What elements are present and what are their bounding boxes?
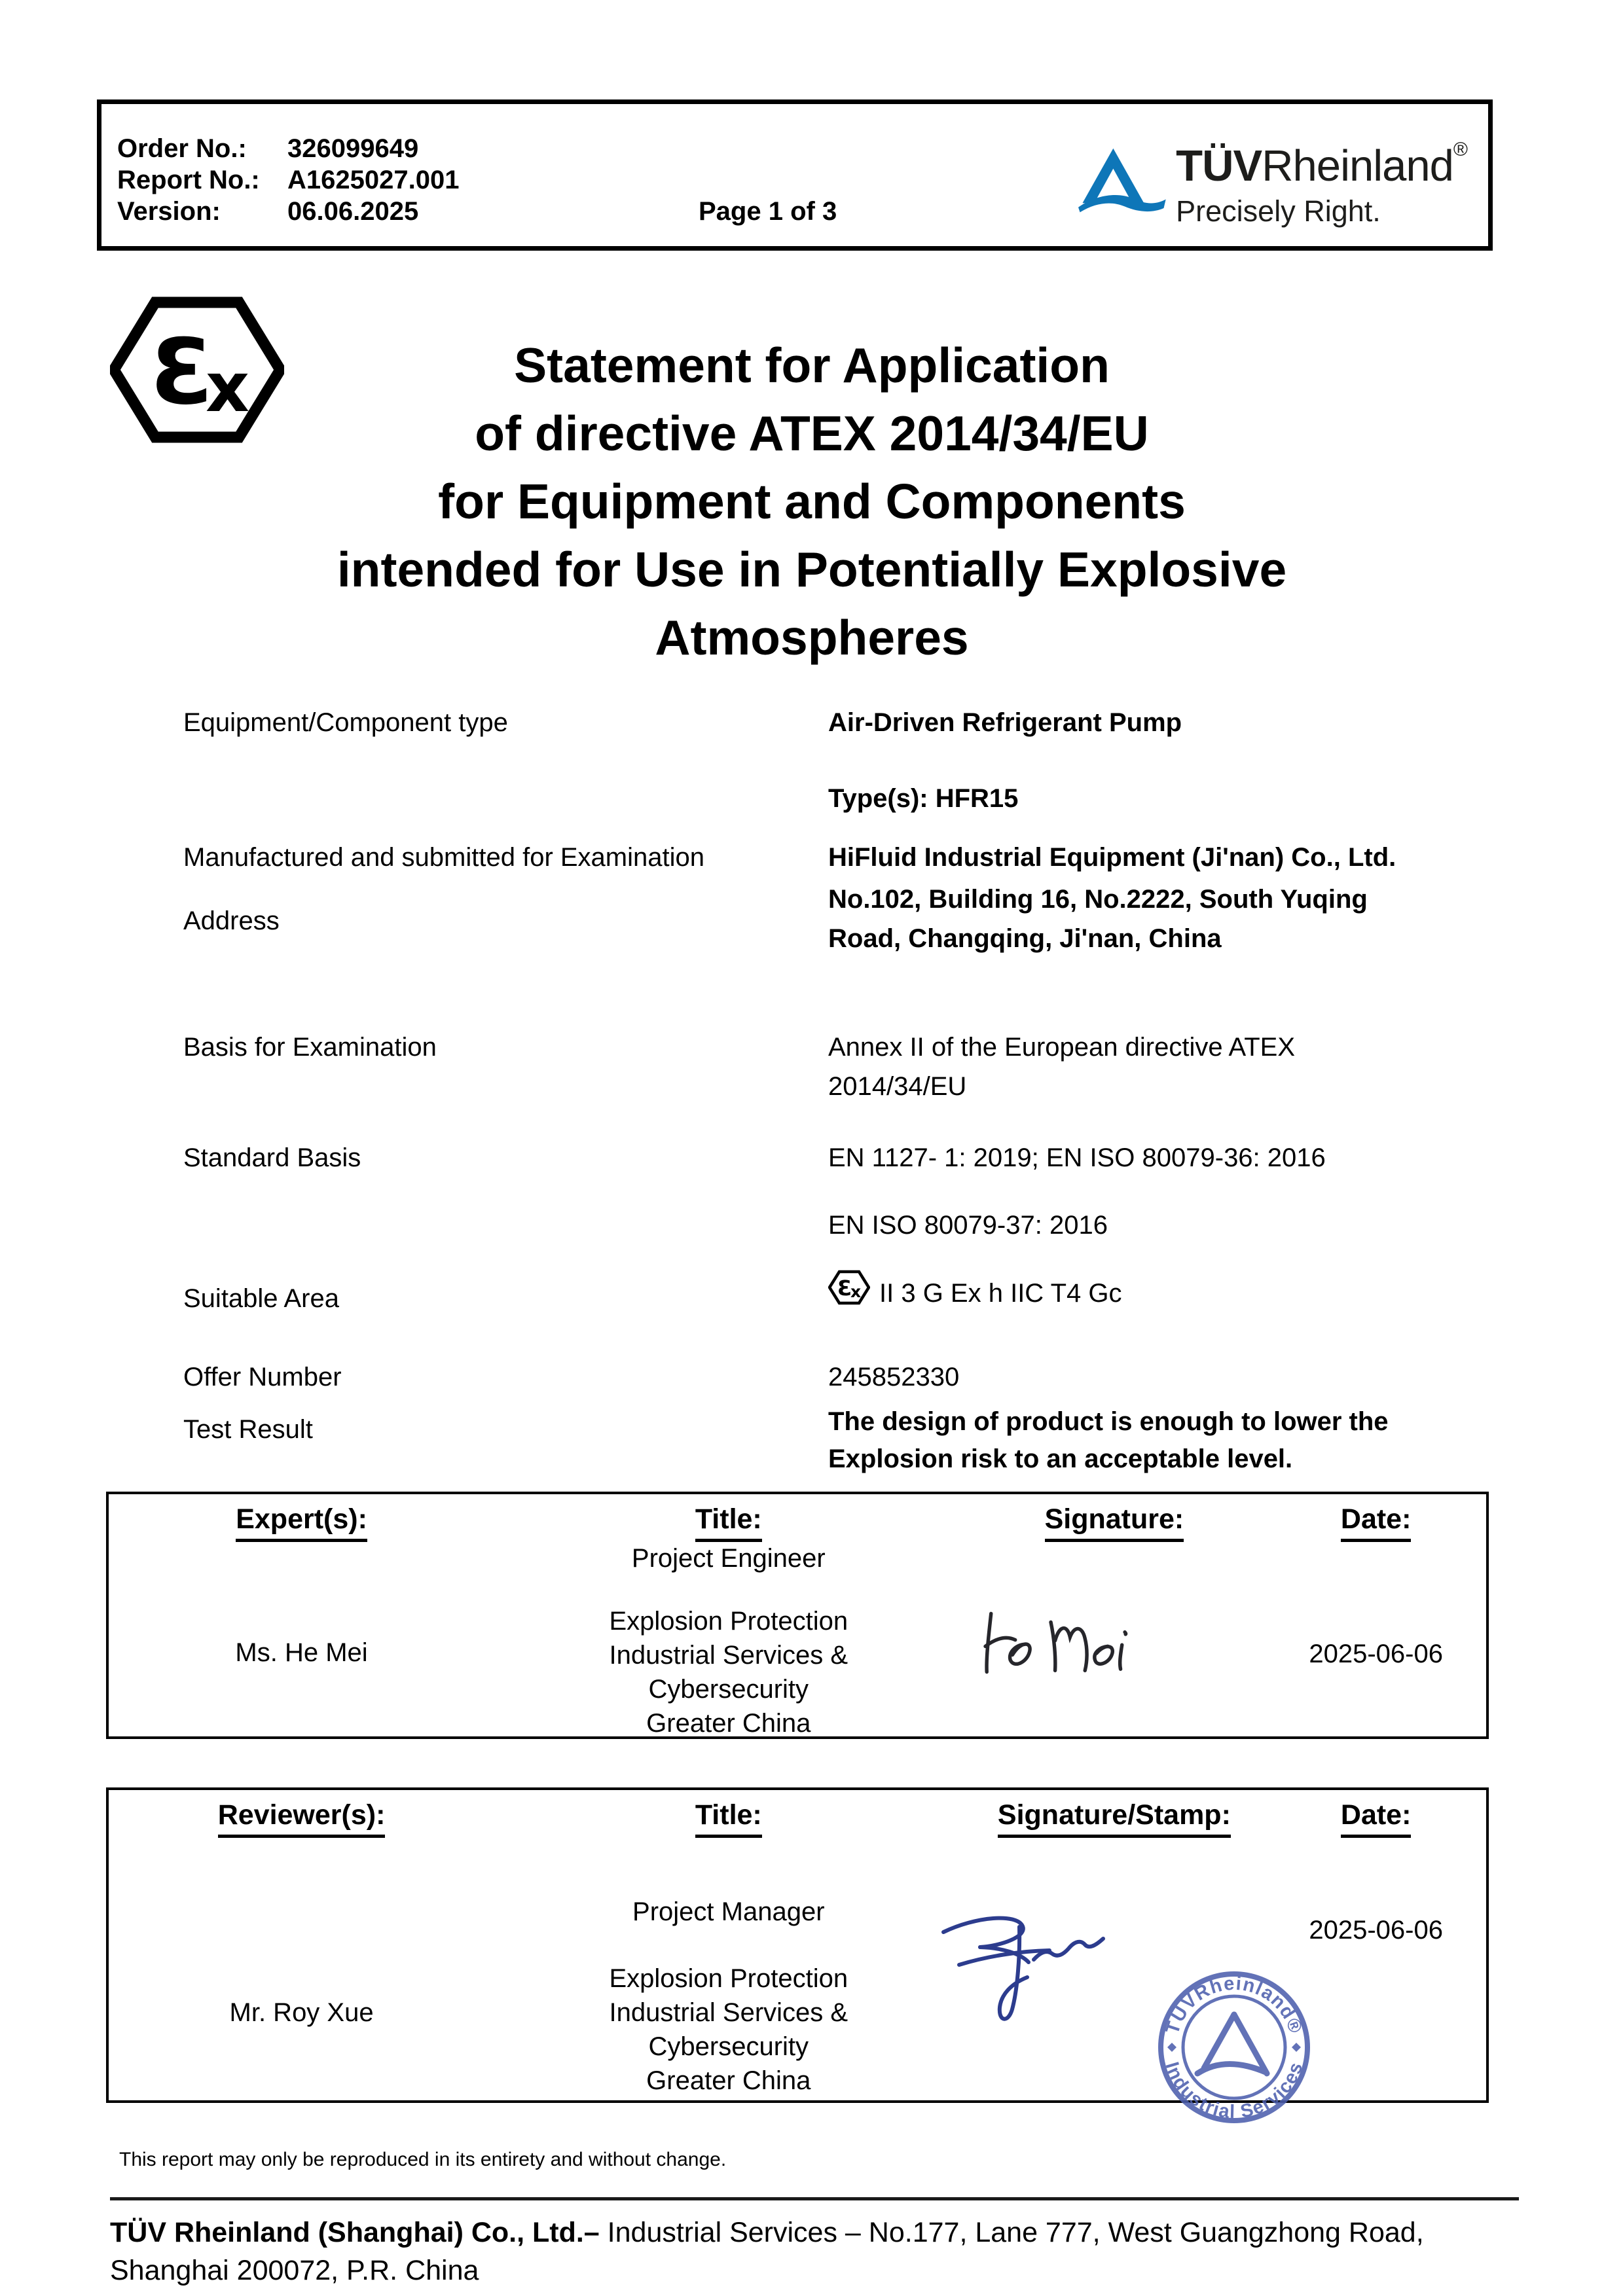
- expert-title-cell: [494, 1541, 962, 1740]
- suitable-area-value-row: [828, 1268, 1122, 1308]
- signature-stamp-header-cell: [962, 1799, 1266, 1838]
- reviewer-title-cell: [494, 1895, 962, 2098]
- stamp-triangle: [1197, 2064, 1266, 2074]
- signature-stroke: [1125, 1632, 1126, 1634]
- expert-table-header: [109, 1503, 1486, 1542]
- expert-header-cell: [109, 1503, 494, 1542]
- reviewer-header-label: Reviewer(s):: [218, 1799, 386, 1838]
- report-number-label: Report No.:: [117, 166, 260, 194]
- stamp-separator-left: [1167, 2043, 1176, 2052]
- type-designation-value: Type(s): HFR15: [828, 784, 1019, 813]
- ex-small-letter-x: x: [850, 1282, 862, 1301]
- standard-basis-value-line2: EN ISO 80079-37: 2016: [828, 1211, 1108, 1240]
- header-box: [97, 99, 1493, 251]
- expert-role-line4: Cybersecurity: [648, 1675, 809, 1704]
- standard-basis-value-line1: EN 1127- 1: 2019; EN ISO 80079-36: 2016: [828, 1143, 1326, 1172]
- logo-text: [1176, 126, 1467, 228]
- signature-stroke: [1094, 1646, 1112, 1664]
- date-header-cell: [1266, 1799, 1486, 1838]
- reviewer-role-line3: Industrial Services &: [609, 1998, 848, 2027]
- basis-label: Basis for Examination: [183, 1033, 437, 1062]
- equipment-type-value: Air-Driven Refrigerant Pump: [828, 708, 1182, 737]
- order-number-value: 326099649: [287, 134, 419, 163]
- expert-signature: [977, 1602, 1140, 1684]
- reviewer-role-line4: Cybersecurity: [648, 2032, 809, 2061]
- title-header-cell: [494, 1503, 962, 1542]
- version-row: [117, 196, 459, 227]
- reviewer-role-line1: Project Manager: [632, 1897, 825, 1926]
- suitable-area-value: II 3 G Ex h IIC T4 Gc: [879, 1279, 1122, 1308]
- signature-stroke: [1120, 1645, 1122, 1669]
- title-line-4: intended for Use in Potentially Explosive: [337, 542, 1287, 597]
- reviewer-role-line2: Explosion Protection: [609, 1964, 848, 1993]
- title-header-label: Title:: [695, 1799, 762, 1838]
- expert-role-line1: Project Engineer: [631, 1544, 826, 1573]
- expert-date: 2025-06-06: [1309, 1640, 1443, 1668]
- title-header-label: Title:: [695, 1503, 762, 1542]
- signature-stroke: [1051, 1622, 1055, 1670]
- stamp-inner-ring: [1183, 1996, 1285, 2098]
- company-name: TÜV Rheinland (Shanghai) Co., Ltd.–: [110, 2217, 600, 2248]
- version-label: Version:: [117, 197, 221, 226]
- equipment-type-label: Equipment/Component type: [183, 708, 508, 737]
- reviewer-header-cell: [109, 1799, 494, 1838]
- standard-basis-label: Standard Basis: [183, 1143, 361, 1172]
- logo-wordmark: [1176, 126, 1467, 190]
- report-number-row: [117, 164, 459, 196]
- tuv-stamp: [1156, 1969, 1313, 2126]
- basis-value-line1: Annex II of the European directive ATEX: [828, 1033, 1296, 1062]
- reviewer-table-header: [109, 1799, 1486, 1838]
- stamp-text-bottom: Industrial Services: [1161, 2059, 1307, 2123]
- test-result-label: Test Result: [183, 1415, 313, 1444]
- basis-value-line2: 2014/34/EU: [828, 1072, 967, 1101]
- footer-divider: [110, 2197, 1519, 2200]
- stamp-triangle: [1204, 2015, 1234, 2068]
- report-number-value: A1625027.001: [287, 166, 460, 194]
- order-number-row: [117, 133, 459, 164]
- manufacturer-label: Manufactured and submitted for Examination: [183, 843, 704, 872]
- date-header-cell: [1266, 1503, 1486, 1542]
- registered-mark: ®: [1453, 139, 1467, 160]
- ex-small-letter-e: Ɛ: [837, 1276, 852, 1300]
- test-result-value-line1: The design of product is enough to lower the: [828, 1407, 1389, 1436]
- tuv-triangle-icon: [1078, 126, 1167, 231]
- expert-name: Ms. He Mei: [235, 1638, 368, 1667]
- title-header-cell: [494, 1799, 962, 1838]
- ex-letter-x: x: [206, 348, 250, 427]
- date-header-label: Date:: [1341, 1503, 1412, 1542]
- signature-header-cell: [962, 1503, 1266, 1542]
- reviewer-name: Mr. Roy Xue: [229, 1998, 374, 2027]
- triangle-shape: [1083, 149, 1144, 204]
- document-title: [157, 331, 1467, 672]
- page-number: Page 1 of 3: [699, 197, 837, 226]
- test-result-value-line2: Explosion risk to an acceptable level.: [828, 1444, 1293, 1473]
- reproduction-notice: This report may only be reproduced in its entirety and without change.: [119, 2149, 727, 2170]
- logo-tuv: TÜV: [1176, 141, 1262, 190]
- svg-text:TÜVRheinland®: [1162, 1973, 1307, 2037]
- order-info-block: [117, 133, 459, 227]
- title-line-3: for Equipment and Components: [438, 474, 1186, 529]
- signature-stroke: [1010, 1644, 1030, 1664]
- ex-hexagon-small-icon: [828, 1268, 870, 1306]
- stamp-separator-right: [1292, 2043, 1301, 2052]
- svg-text:Industrial Services: [1161, 2059, 1307, 2123]
- expert-role-line5: Greater China: [646, 1709, 811, 1738]
- company-address: [110, 2214, 1531, 2289]
- logo-rheinland: Rheinland: [1262, 141, 1453, 190]
- offer-number-value: 245852330: [828, 1363, 960, 1391]
- address-value-line1: No.102, Building 16, No.2222, South Yuqing: [828, 885, 1368, 914]
- signature-header-label: Signature:: [1045, 1503, 1184, 1542]
- signature-stamp-header-label: Signature/Stamp:: [998, 1799, 1231, 1838]
- reviewer-role-line5: Greater China: [646, 2066, 811, 2095]
- reviewer-signature: [921, 1905, 1137, 2032]
- version-value: 06.06.2025: [287, 197, 419, 226]
- offer-number-label: Offer Number: [183, 1363, 342, 1391]
- signature-stroke: [1055, 1628, 1087, 1671]
- company-address-rest: Industrial Services – No.177, Lane 777, West Guangzhong Road, Shanghai 200072, P.R. China: [110, 2217, 1424, 2286]
- expert-role-line2: Explosion Protection: [609, 1607, 848, 1636]
- order-number-label: Order No.:: [117, 134, 247, 163]
- reviewer-date: 2025-06-06: [1309, 1916, 1443, 1945]
- logo-tagline: Precisely Right.: [1176, 194, 1381, 228]
- tuv-rheinland-logo: [1078, 126, 1467, 231]
- address-value-line2: Road, Changqing, Ji'nan, China: [828, 924, 1222, 953]
- signature-stroke: [943, 1918, 1023, 1947]
- title-line-2: of directive ATEX 2014/34/EU: [475, 406, 1149, 461]
- address-label: Address: [183, 906, 280, 935]
- title-line-5: Atmospheres: [655, 610, 969, 665]
- expert-table: [106, 1492, 1489, 1739]
- manufacturer-value: HiFluid Industrial Equipment (Ji'nan) Co., Ltd.: [828, 843, 1396, 872]
- ex-letter-e: Ɛ: [151, 319, 214, 425]
- title-line-1: Statement for Application: [514, 338, 1110, 393]
- stamp-text-top: TÜVRheinland®: [1161, 1973, 1307, 2037]
- date-header-label: Date:: [1341, 1799, 1412, 1838]
- suitable-area-label: Suitable Area: [183, 1284, 339, 1313]
- expert-role-line3: Industrial Services &: [609, 1641, 848, 1670]
- expert-header-label: Expert(s):: [236, 1503, 367, 1542]
